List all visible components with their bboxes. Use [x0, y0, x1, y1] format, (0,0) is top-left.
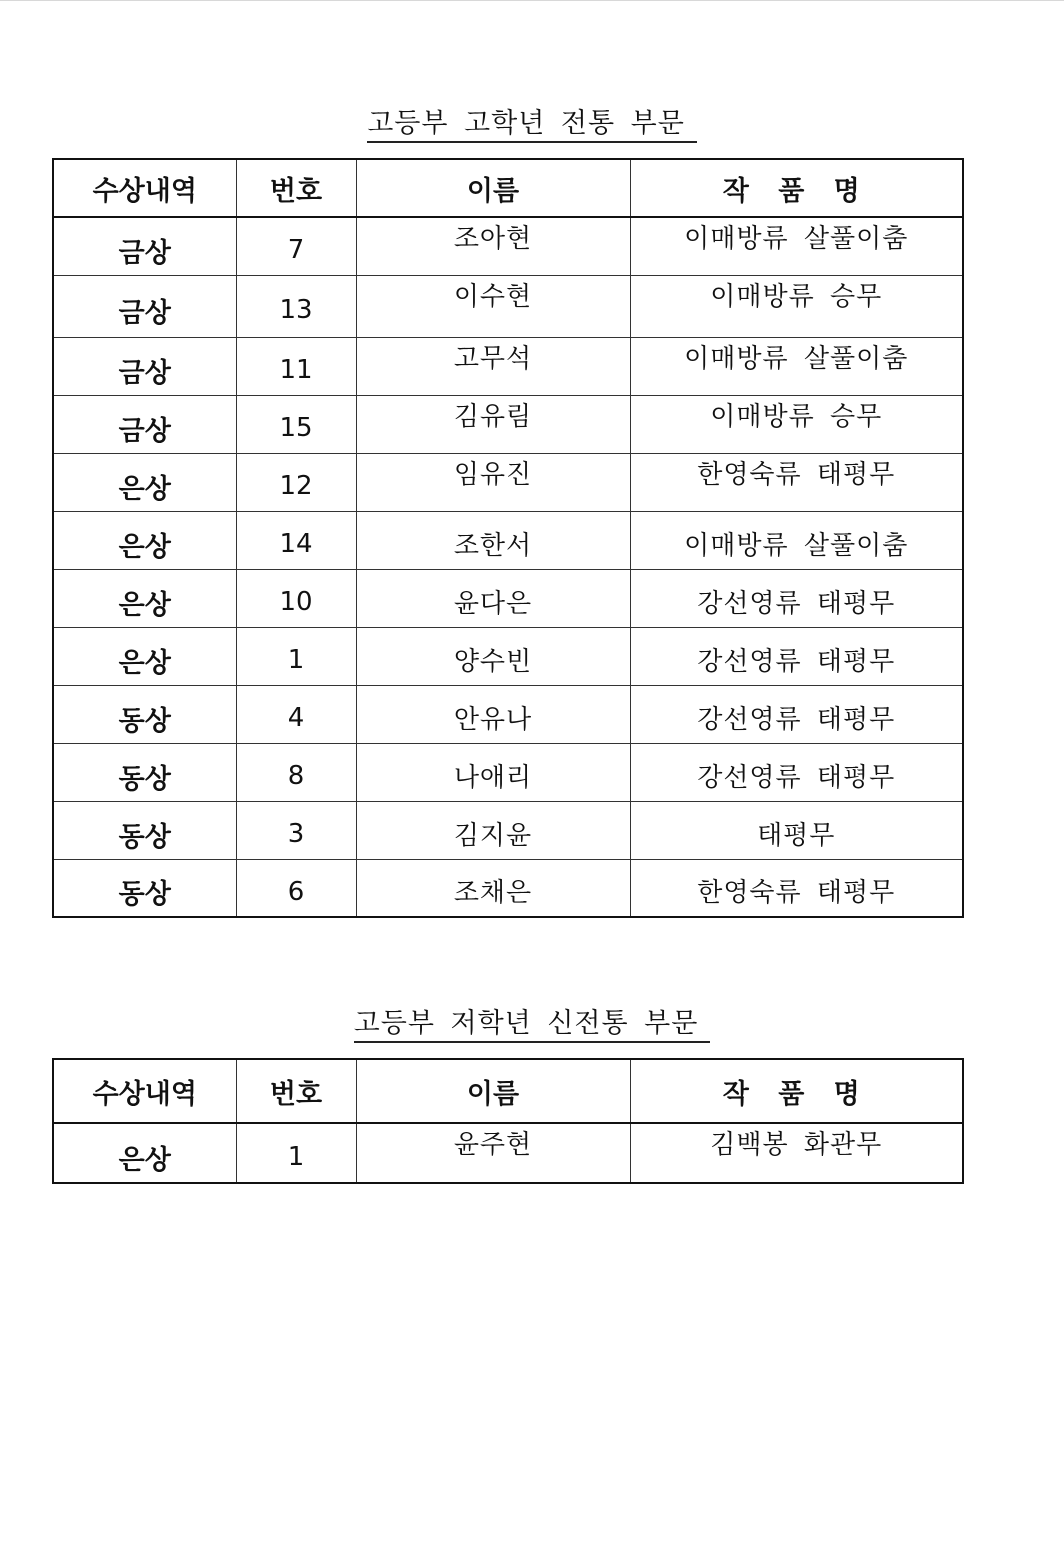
table-row — [53, 275, 963, 337]
name-cell: 양수빈 — [356, 627, 630, 685]
table-row — [53, 627, 963, 685]
number-cell: 1 — [236, 1123, 356, 1183]
name-cell: 윤주현 — [356, 1123, 630, 1183]
work-cell: 태평무 — [630, 801, 963, 859]
section-title-text: 고등부 저학년 신전통 부문 — [354, 1007, 711, 1043]
work-cell: 이매방류 살풀이춤 — [630, 337, 963, 395]
number-cell: 12 — [236, 453, 356, 511]
work-cell: 이매방류 승무 — [630, 275, 963, 337]
table-row — [53, 569, 963, 627]
header-number: 번호 — [236, 1059, 356, 1123]
award-cell: 금상 — [53, 395, 236, 453]
name-cell: 윤다은 — [356, 569, 630, 627]
number-cell: 8 — [236, 743, 356, 801]
header-award: 수상내역 — [53, 1059, 236, 1123]
award-cell: 동상 — [53, 685, 236, 743]
name-cell: 이수현 — [356, 275, 630, 337]
award-cell: 은상 — [53, 511, 236, 569]
name-cell: 김지윤 — [356, 801, 630, 859]
award-cell: 동상 — [53, 859, 236, 917]
name-cell: 조한서 — [356, 511, 630, 569]
header-number: 번호 — [236, 159, 356, 217]
table-header-row — [53, 1059, 963, 1123]
awards-table-senior-traditional — [52, 158, 964, 918]
award-cell: 동상 — [53, 801, 236, 859]
work-cell: 이매방류 살풀이춤 — [630, 217, 963, 275]
work-cell: 강선영류 태평무 — [630, 627, 963, 685]
table-row — [53, 511, 963, 569]
name-cell: 조채은 — [356, 859, 630, 917]
section-title-text: 고등부 고학년 전통 부문 — [367, 107, 697, 143]
table-row — [53, 453, 963, 511]
number-cell: 13 — [236, 275, 356, 337]
top-divider — [0, 0, 1064, 1]
table-row — [53, 1123, 963, 1183]
award-cell: 동상 — [53, 743, 236, 801]
name-cell: 고무석 — [356, 337, 630, 395]
work-cell: 이매방류 살풀이춤 — [630, 511, 963, 569]
number-cell: 14 — [236, 511, 356, 569]
work-cell: 한영숙류 태평무 — [630, 453, 963, 511]
award-cell: 금상 — [53, 275, 236, 337]
table-row — [53, 743, 963, 801]
number-cell: 7 — [236, 217, 356, 275]
number-cell: 10 — [236, 569, 356, 627]
work-cell: 이매방류 승무 — [630, 395, 963, 453]
header-name: 이름 — [356, 159, 630, 217]
award-cell: 은상 — [53, 453, 236, 511]
award-cell: 금상 — [53, 337, 236, 395]
table-row — [53, 859, 963, 917]
work-cell: 강선영류 태평무 — [630, 743, 963, 801]
header-name: 이름 — [356, 1059, 630, 1123]
table-row — [53, 395, 963, 453]
work-cell: 강선영류 태평무 — [630, 569, 963, 627]
award-cell: 금상 — [53, 217, 236, 275]
name-cell: 임유진 — [356, 453, 630, 511]
number-cell: 6 — [236, 859, 356, 917]
name-cell: 안유나 — [356, 685, 630, 743]
award-cell: 은상 — [53, 627, 236, 685]
header-work: 작 품 명 — [630, 1059, 963, 1123]
award-cell: 은상 — [53, 569, 236, 627]
number-cell: 11 — [236, 337, 356, 395]
table-row — [53, 217, 963, 275]
work-cell: 한영숙류 태평무 — [630, 859, 963, 917]
table-header-row — [53, 159, 963, 217]
award-cell: 은상 — [53, 1123, 236, 1183]
table-row — [53, 801, 963, 859]
section-title-senior-new-traditional — [0, 1006, 1064, 1043]
section-title-senior-traditional — [0, 106, 1064, 143]
name-cell: 조아현 — [356, 217, 630, 275]
number-cell: 1 — [236, 627, 356, 685]
name-cell: 나애리 — [356, 743, 630, 801]
table-row — [53, 337, 963, 395]
header-award: 수상내역 — [53, 159, 236, 217]
number-cell: 3 — [236, 801, 356, 859]
number-cell: 15 — [236, 395, 356, 453]
number-cell: 4 — [236, 685, 356, 743]
work-cell: 김백봉 화관무 — [630, 1123, 963, 1183]
header-work: 작 품 명 — [630, 159, 963, 217]
work-cell: 강선영류 태평무 — [630, 685, 963, 743]
name-cell: 김유림 — [356, 395, 630, 453]
table-row — [53, 685, 963, 743]
awards-table-senior-new-traditional — [52, 1058, 964, 1184]
